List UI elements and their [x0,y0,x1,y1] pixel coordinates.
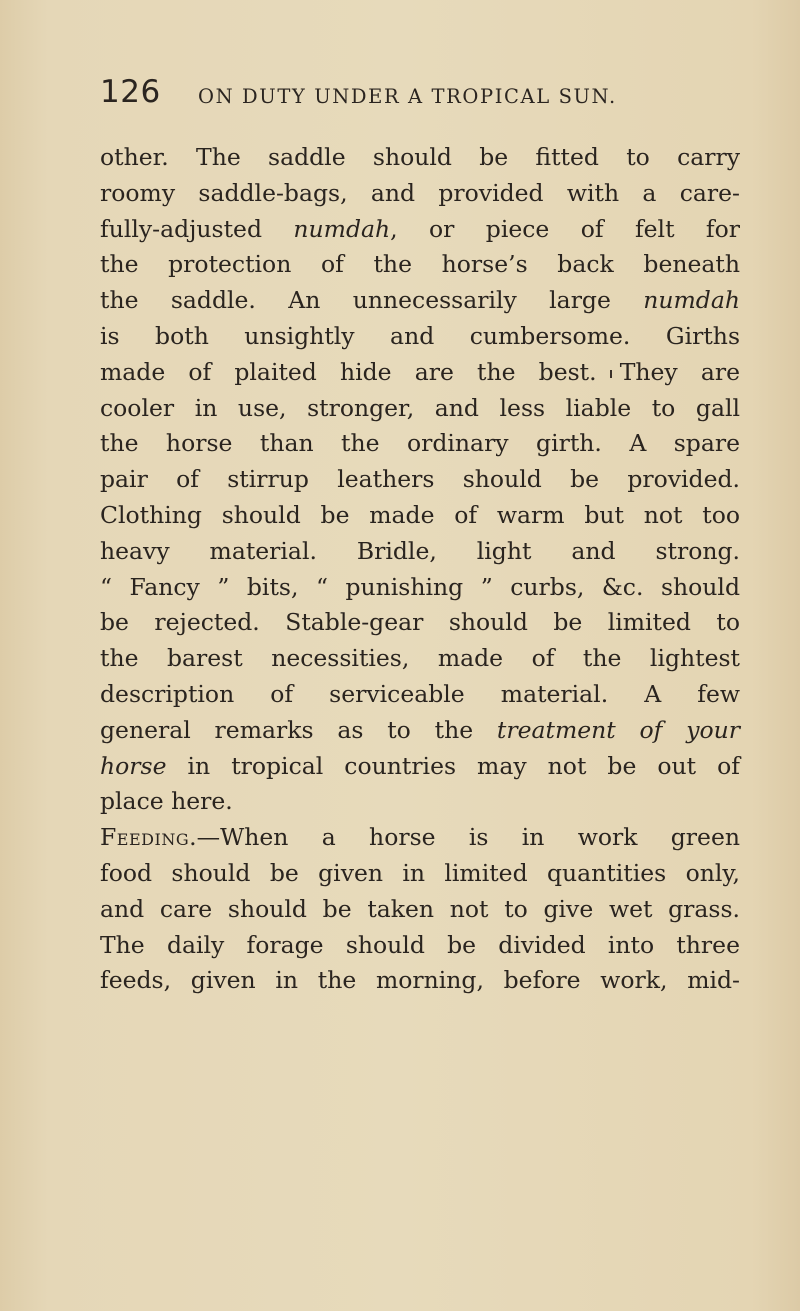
section-start-line: Feeding.—When a horse is in work green [100,823,740,852]
text-line: description of serviceable material. A few [100,679,740,708]
text-line: feeds, given in the morning, before work, mid- [100,966,740,995]
text-line: cooler in use, stronger, and less liable to gall [100,393,740,422]
text-line: heavy material. Bridle, light and strong. [100,536,740,565]
page-number: 126 [100,74,161,110]
body-text [100,140,740,999]
text-line: The daily forage should be divided into three [100,930,740,959]
text-line: be rejected. Stable-gear should be limited to [100,608,740,637]
text-line: the protection of the horse’s back beneath [100,250,740,279]
text-line: and care should be taken not to give wet grass. [100,894,740,923]
text-line: place here. [100,787,233,816]
text-line: fully-adjusted numdah, or piece of felt for [100,214,740,243]
text-line: food should be given in limited quantities only, [100,858,740,887]
running-head: ON DUTY UNDER A TROPICAL SUN. [198,85,617,108]
text-line: Clothing should be made of warm but not too [100,500,740,529]
text-line: general remarks as to the treatment of your [100,715,740,744]
text-line: the horse than the ordinary girth. A spare [100,429,740,458]
text-line: roomy saddle-bags, and provided with a care- [100,178,740,207]
text-line: other. The saddle should be fitted to carry [100,143,740,171]
page-header [100,72,740,116]
text-line: the saddle. An unnecessarily large numdah [100,286,740,315]
text-line: “ Fancy ” bits, “ punishing ” curbs, &c. should [100,572,740,601]
text-line: is both unsightly and cumbersome. Girths [100,321,740,350]
text-line: made of plaited hide are the best. They are [100,357,740,386]
text-line: pair of stirrup leathers should be provided. [100,465,740,494]
text-line: the barest necessities, made of the lightest [100,644,740,673]
text-line: horse in tropical countries may not be out of [100,751,740,780]
